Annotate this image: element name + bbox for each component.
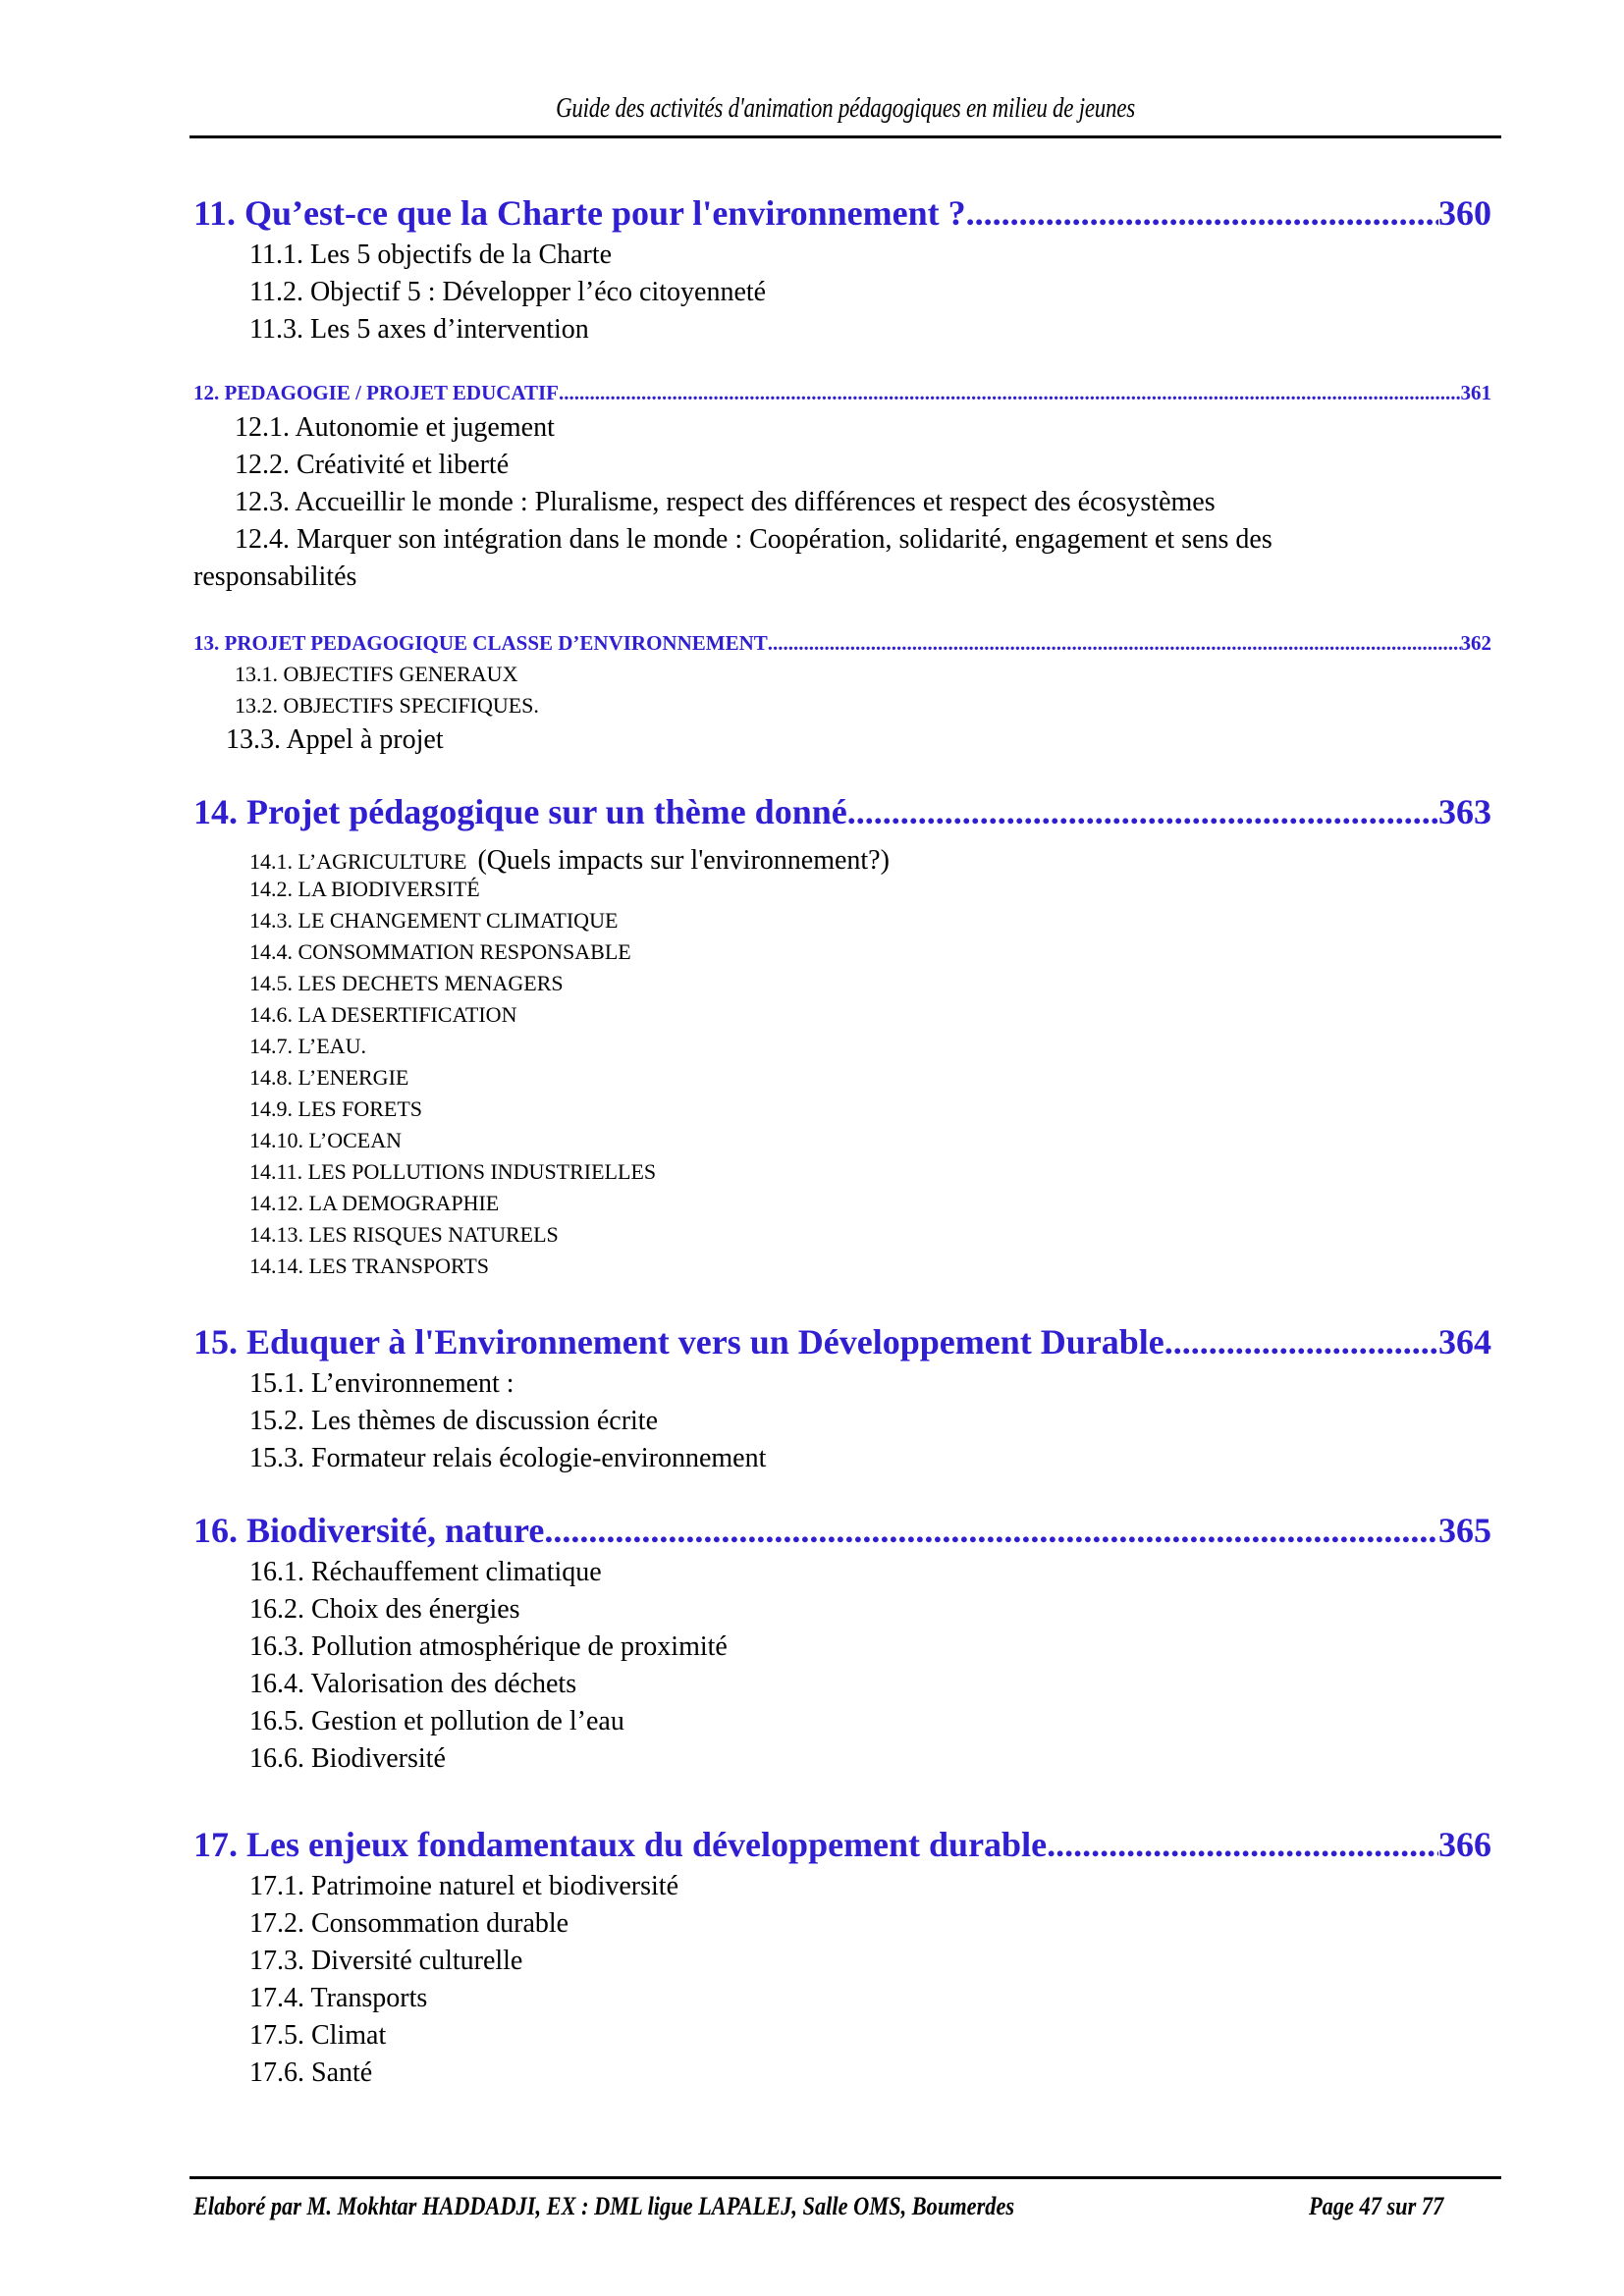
toc-item[interactable]: 14.13. LES RISQUES NATURELS	[249, 1222, 559, 1247]
toc-heading-number: 13.	[193, 631, 220, 655]
toc-item[interactable]: 14.14. LES TRANSPORTS	[249, 1254, 489, 1278]
toc-leader-dots	[1164, 1321, 1438, 1362]
toc-page-number: 363	[1438, 792, 1491, 831]
toc-heading-13[interactable]	[193, 631, 1491, 656]
toc-item[interactable]: 16.5. Gestion et pollution de l’eau	[249, 1706, 624, 1736]
toc-leader-dots	[559, 381, 1460, 405]
toc-leader-dots	[1047, 1824, 1438, 1865]
toc-item[interactable]: 13.1. OBJECTIFS GENERAUX	[235, 662, 518, 686]
toc-item[interactable]: 13.2. OBJECTIFS SPECIFIQUES.	[235, 693, 539, 718]
toc-heading-title: Biodiversité, nature	[246, 1511, 545, 1550]
toc-heading-title: Eduquer à l'Environnement vers un Développement Durable	[246, 1322, 1164, 1362]
toc-item[interactable]: 14.7. L’EAU.	[249, 1034, 366, 1058]
toc-item[interactable]: 16.3. Pollution atmosphérique de proximité	[249, 1631, 728, 1662]
toc-heading-title: PROJET PEDAGOGIQUE CLASSE D’ENVIRONNEMENT	[224, 631, 768, 655]
toc-item[interactable]: 13.3. Appel à projet	[226, 724, 444, 755]
toc-item-continuation: responsabilités	[193, 561, 357, 592]
toc-heading-title: Les enjeux fondamentaux du développement durable	[246, 1825, 1048, 1864]
toc-item[interactable]	[249, 845, 890, 877]
toc-item[interactable]: 11.1. Les 5 objectifs de la Charte	[249, 240, 613, 270]
footer-rule	[189, 2176, 1501, 2179]
toc-heading-12[interactable]	[193, 381, 1491, 405]
toc-item-note: (Quels impacts sur l'environnement?)	[477, 845, 890, 876]
toc-page-number: 361	[1460, 381, 1491, 404]
toc-page-number: 365	[1438, 1511, 1491, 1550]
toc-heading-number: 11.	[193, 193, 237, 233]
toc-page-number: 364	[1438, 1322, 1491, 1362]
toc-heading-title: Projet pédagogique sur un thème donné	[246, 792, 847, 831]
footer-page-number: Page 47 sur 77	[1309, 2192, 1444, 2220]
toc-leader-dots	[544, 1510, 1438, 1551]
toc-item[interactable]: 15.2. Les thèmes de discussion écrite	[249, 1406, 659, 1436]
toc-leader-dots	[966, 192, 1438, 234]
toc-item[interactable]: 14.6. LA DESERTIFICATION	[249, 1002, 517, 1027]
toc-item[interactable]: 15.1. L’environnement :	[249, 1368, 514, 1399]
toc-item[interactable]: 17.3. Diversité culturelle	[249, 1946, 523, 1976]
toc-heading-title: Qu’est-ce que la Charte pour l'environnement ?	[244, 193, 966, 233]
toc-item[interactable]: 12.4. Marquer son intégration dans le monde : Coopération, solidarité, engagement et sens des	[235, 524, 1272, 555]
toc-heading-number: 16.	[193, 1511, 238, 1550]
header-rule	[189, 135, 1501, 138]
toc-item[interactable]: 17.5. Climat	[249, 2020, 387, 2051]
toc-page-number: 366	[1438, 1825, 1491, 1864]
toc-heading-17[interactable]	[193, 1824, 1491, 1865]
running-header: Guide des activités d'animation pédagogiques en milieu de jeunes	[556, 93, 1135, 124]
toc-heading-number: 17.	[193, 1825, 238, 1864]
toc-heading-11[interactable]	[193, 192, 1491, 234]
toc-page-number: 360	[1438, 193, 1491, 233]
toc-item[interactable]: 17.4. Transports	[249, 1983, 428, 2013]
toc-heading-number: 12.	[193, 381, 220, 404]
toc-item[interactable]: 17.2. Consommation durable	[249, 1908, 569, 1939]
toc-item[interactable]: 17.1. Patrimoine naturel et biodiversité	[249, 1871, 679, 1901]
toc-item[interactable]: 14.8. L’ENERGIE	[249, 1065, 409, 1090]
toc-heading-15[interactable]	[193, 1321, 1491, 1362]
toc-item[interactable]: 17.6. Santé	[249, 2057, 373, 2088]
toc-item[interactable]: 12.2. Créativité et liberté	[235, 450, 510, 480]
toc-heading-16[interactable]	[193, 1510, 1491, 1551]
toc-item[interactable]: 14.9. LES FORETS	[249, 1096, 423, 1121]
toc-item[interactable]: 16.2. Choix des énergies	[249, 1594, 520, 1625]
toc-leader-dots	[847, 791, 1438, 832]
toc-item[interactable]: 14.10. L’OCEAN	[249, 1128, 403, 1152]
toc-item[interactable]: 15.3. Formateur relais écologie-environnement	[249, 1443, 767, 1473]
toc-heading-14[interactable]	[193, 791, 1491, 832]
toc-heading-number: 15.	[193, 1322, 238, 1362]
toc-item[interactable]: 14.3. LE CHANGEMENT CLIMATIQUE	[249, 908, 619, 933]
toc-item[interactable]: 16.1. Réchauffement climatique	[249, 1557, 602, 1587]
toc-item[interactable]: 14.4. CONSOMMATION RESPONSABLE	[249, 939, 631, 964]
toc-page-number: 362	[1460, 631, 1491, 655]
toc-heading-title: PEDAGOGIE / PROJET EDUCATIF	[224, 381, 560, 404]
toc-item[interactable]: 11.2. Objectif 5 : Développer l’éco citoyenneté	[249, 277, 767, 307]
toc-item[interactable]: 14.2. LA BIODIVERSITÉ	[249, 877, 480, 901]
footer-author: Elaboré par M. Mokhtar HADDADJI, EX : DML ligue LAPALEJ, Salle OMS, Boumerdes	[193, 2192, 1015, 2220]
toc-item[interactable]: 14.12. LA DEMOGRAPHIE	[249, 1191, 500, 1215]
toc-item[interactable]: 12.1. Autonomie et jugement	[235, 412, 555, 443]
toc-heading-number: 14.	[193, 792, 238, 831]
toc-item[interactable]: 12.3. Accueillir le monde : Pluralisme, respect des différences et respect des écosystèmes	[235, 487, 1216, 517]
toc-item[interactable]: 11.3. Les 5 axes d’intervention	[249, 314, 589, 345]
toc-leader-dots	[768, 631, 1461, 656]
toc-item[interactable]: 14.11. LES POLLUTIONS INDUSTRIELLES	[249, 1159, 657, 1184]
toc-item[interactable]: 14.5. LES DECHETS MENAGERS	[249, 971, 564, 995]
toc-item-label: 14.1. L’AGRICULTURE	[249, 849, 467, 874]
toc-item[interactable]: 16.4. Valorisation des déchets	[249, 1669, 577, 1699]
toc-item[interactable]: 16.6. Biodiversité	[249, 1743, 446, 1774]
